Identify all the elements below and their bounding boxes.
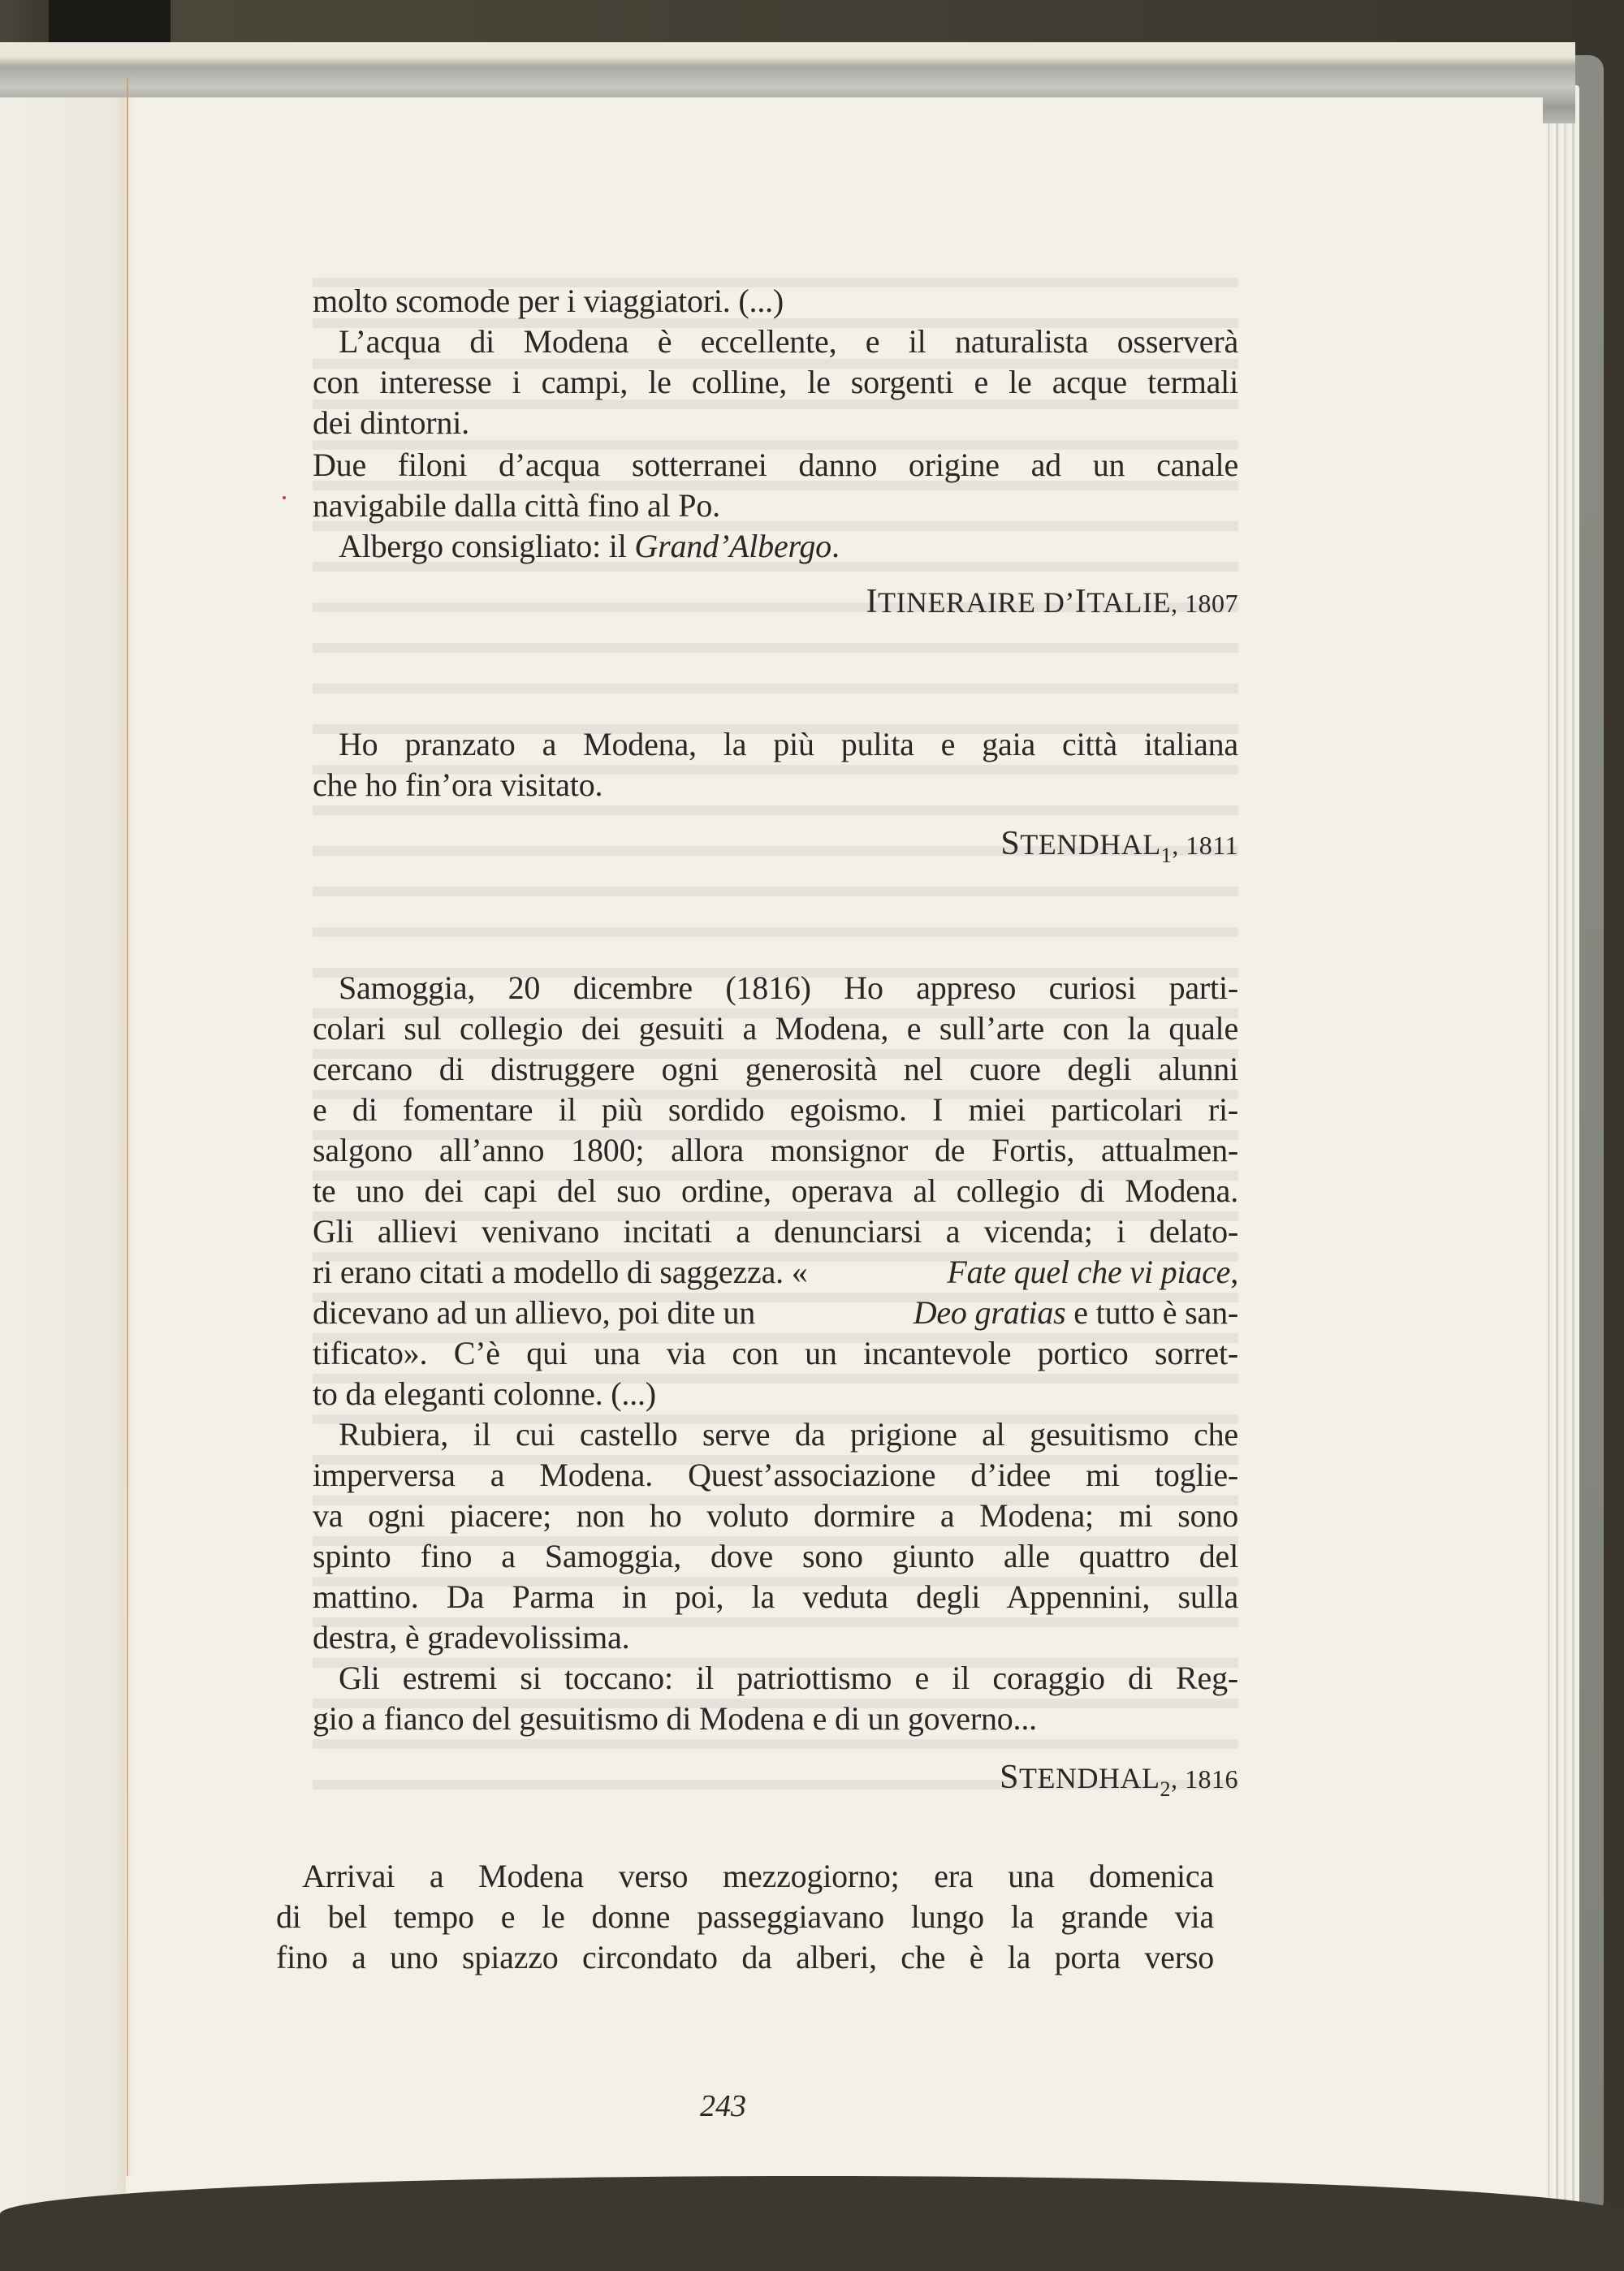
attribution-name: TENDHAL [1020,828,1161,861]
text-line [313,1252,1238,1293]
attribution-itineraire [866,581,1238,624]
text-line: te uno dei capi del suo ordine, operava al collegio di Modena. [313,1172,1238,1209]
text-line: con interesse i campi, le colline, le sorgenti e le acque termali [313,364,1238,400]
attribution-stendhal-2 [1000,1757,1238,1810]
text-line: imperversa a Modena. Quest’associazione d’idee mi toglie- [313,1457,1238,1493]
text-line [313,526,840,567]
text-line: mattino. Da Parma in poi, la veduta degli Appennini, sulla [313,1578,1238,1615]
text-segment: e tutto è san- [1065,1294,1238,1331]
text-line: Gli allievi venivano incitati a denunciarsi a vicenda; i delato- [313,1213,1238,1250]
text-line: Gli estremi si toccano: il patriottismo e il coraggio di Reg- [339,1660,1238,1696]
text-segment: . [831,528,840,564]
text-line: Ho pranzato a Modena, la più pulita e gaia città italiana [339,726,1238,762]
attribution-year: , 1811 [1172,831,1238,860]
attribution-name: TENDHAL [1019,1762,1160,1794]
attribution-stendhal-1 [1000,823,1238,876]
attribution-year: , 1816 [1171,1764,1238,1794]
text-line: Arrivai a Modena verso mezzogiorno; era una domenica [302,1858,1214,1894]
attribution-initial: S [1000,825,1021,862]
attribution-year: , 1807 [1171,589,1238,618]
text-segment: Albergo consigliato: il [339,528,635,564]
text-line: che ho fin’ora visitato. [313,766,603,803]
text-segment: dicevano ad un allievo, poi dite un [313,1294,756,1331]
book-gutter [127,77,128,2176]
attribution-subscript: 1 [1160,844,1173,867]
attribution-name: TALIE [1086,586,1171,619]
attribution-subscript: 2 [1160,1777,1171,1801]
text-line [313,1293,1238,1333]
latin-phrase: Deo gratias [913,1294,1066,1331]
text-line: L’acqua di Modena è eccellente, e il naturalista osserverà [339,323,1238,360]
text-line: navigabile dalla città fino al Po. [313,487,720,524]
text-line: va ogni piacere; non ho voluto dormire a Modena; mi sono [313,1497,1238,1534]
hotel-name: Grand’Albergo [634,528,831,564]
text-line: di bel tempo e le donne passeggiavano lungo la grande via [276,1898,1214,1935]
text-segment: ri erano citati a modello di saggezza. « [313,1254,808,1290]
text-line: tificato». C’è qui una via con un incantevole portico sorret- [313,1335,1238,1371]
facing-page-strip [0,97,126,2225]
text-line: gio a fianco del gesuitismo di Modena e di un governo... [313,1700,1037,1737]
text-line: colari sul collegio dei gesuiti a Modena, e sull’arte con la quale [313,1010,1238,1047]
text-line: spinto fino a Samoggia, dove sono giunto alle quattro del [313,1538,1238,1574]
attribution-initial: I [1074,583,1087,620]
page-number: 243 [700,2089,746,2123]
text-line: molto scomode per i viaggiatori. (...) [313,283,784,319]
attribution-name: TINERAIRE D’ [877,586,1075,619]
text-line: Rubiera, il cui castello serve da prigione al gesuitismo che [339,1416,1238,1453]
attribution-initial: S [1000,1759,1020,1796]
text-segment [947,1252,1238,1293]
text-line: Samoggia, 20 dicembre (1816) Ho appreso curiosi parti- [339,969,1238,1006]
text-line: salgono all’anno 1800; allora monsignor de Fortis, attualmen- [313,1132,1238,1168]
text-line: Due filoni d’acqua sotterranei danno origine ad un canale [313,447,1238,483]
text-line: dei dintorni. [313,404,469,441]
text-line: e di fomentare il più sordido egoismo. I miei particolari ri- [313,1091,1238,1128]
attribution-initial: I [866,583,878,620]
quoted-phrase: Fate quel che vi piace [947,1254,1231,1290]
text-line: fino a uno spiazzo circondato da alberi, che è la porta verso [276,1939,1214,1975]
text-line: cercano di distruggere ogni generosità nel cuore degli alunni [313,1051,1238,1087]
margin-mark [283,496,286,499]
book-bottom-shadow [0,2176,1624,2271]
text-segment: , [1230,1254,1238,1290]
text-line: destra, è gradevolissima. [313,1619,630,1656]
text-line: to da eleganti colonne. (...) [313,1375,656,1412]
text-segment [914,1293,1238,1333]
